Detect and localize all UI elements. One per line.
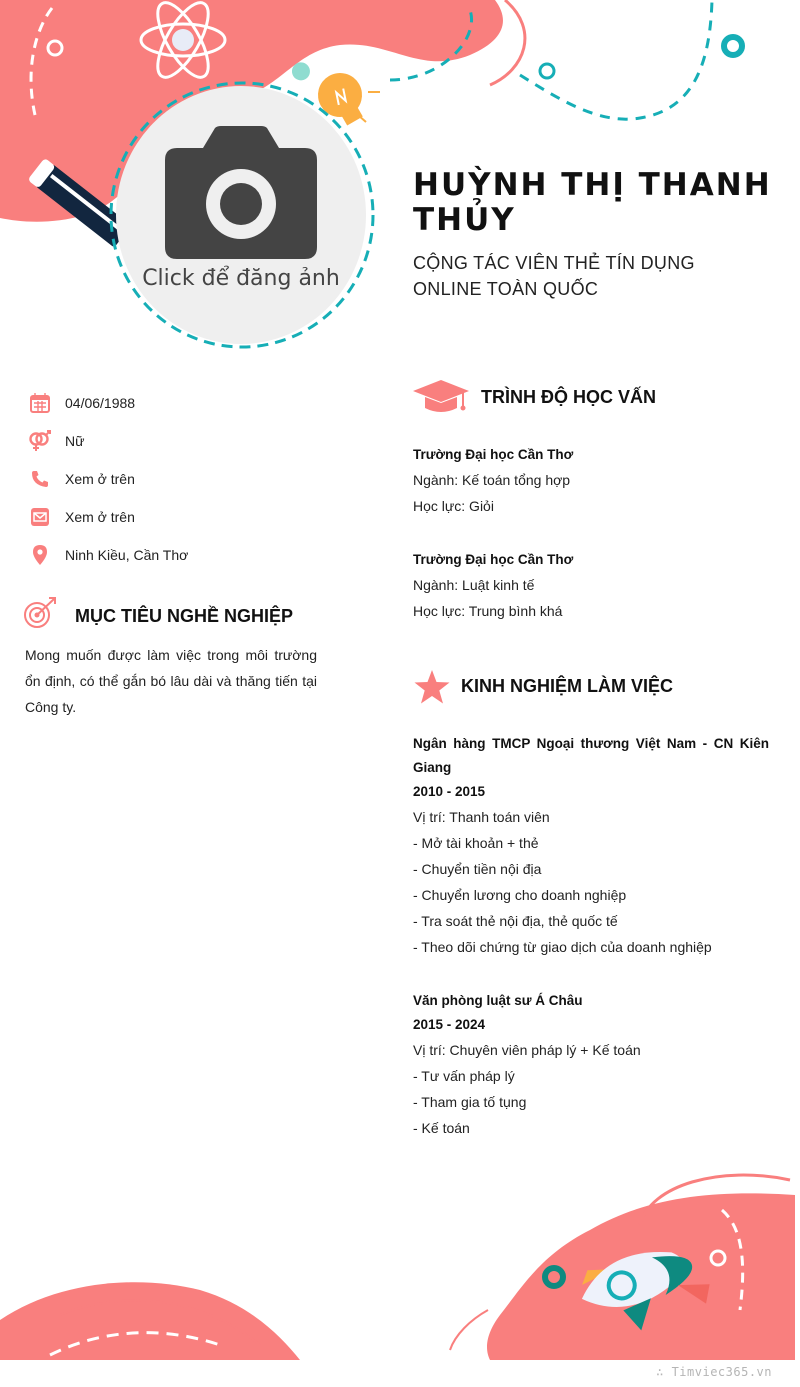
- education-heading: TRÌNH ĐỘ HỌC VẤN: [481, 387, 656, 407]
- camera-icon[interactable]: [165, 126, 317, 259]
- grade: Học lực: Trung bình khá: [413, 603, 563, 619]
- gender-icon: [28, 429, 52, 453]
- email-text: Xem ở trên: [65, 509, 135, 525]
- major: Ngành: Kế toán tổng hợp: [413, 472, 571, 488]
- contact-birthday: [28, 384, 358, 422]
- objective-heading: MỤC TIÊU NGHỀ NGHIỆP: [75, 606, 294, 626]
- star-icon: [414, 670, 450, 704]
- calendar-icon: [28, 391, 52, 415]
- contact-gender: [28, 422, 358, 460]
- job-task: - Tư vấn pháp lý: [413, 1068, 515, 1084]
- coral-blob-bottom-left: [0, 1282, 300, 1360]
- experience-list: [413, 732, 769, 1170]
- teal-ring-small: [540, 64, 554, 78]
- job-task: - Tham gia tố tụng: [413, 1094, 527, 1110]
- job-task: - Tra soát thẻ nội địa, thẻ quốc tế: [413, 913, 618, 929]
- contact-address: [28, 536, 358, 574]
- email-icon: [28, 505, 52, 529]
- gender-text: Nữ: [65, 433, 85, 449]
- contact-phone: [28, 460, 358, 498]
- experience-item: [413, 989, 769, 1141]
- school-name: Trường Đại học Cần Thơ: [413, 447, 574, 462]
- target-icon: [24, 596, 58, 630]
- education-item: [413, 548, 773, 624]
- graduation-cap-icon: [413, 380, 469, 414]
- company-name: Ngân hàng TMCP Ngoại thương Việt Nam - CN Kiên Giang: [413, 736, 769, 775]
- contact-list: [28, 384, 358, 574]
- location-pin-icon: [28, 543, 52, 567]
- birthday-text: 04/06/1988: [65, 395, 136, 411]
- phone-text: Xem ở trên: [65, 471, 135, 487]
- company-name: Văn phòng luật sư Á Châu: [413, 993, 583, 1008]
- experience-heading: KINH NGHIỆM LÀM VIỆC: [461, 676, 674, 696]
- job-title: CỘNG TÁC VIÊN THẺ TÍN DỤNG ONLINE TOÀN QUỐC: [413, 253, 695, 299]
- education-item: [413, 443, 773, 519]
- teal-ring-right: [724, 37, 742, 55]
- job-task: - Kế toán: [413, 1120, 470, 1136]
- upload-photo-caption[interactable]: Click để đăng ảnh: [142, 266, 340, 291]
- phone-icon: [28, 467, 52, 491]
- school-name: Trường Đại học Cần Thơ: [413, 552, 574, 567]
- job-period: 2010 - 2015: [413, 784, 486, 799]
- objective-text: Mong muốn được làm việc trong môi trường ổn định, có thể gắn bó lâu dài và thăng tiến tại Công ty.: [25, 647, 317, 715]
- footer-decoration: [0, 1150, 800, 1387]
- job-task: - Theo dõi chứng từ giao dịch của doanh nghiệp: [413, 939, 712, 955]
- job-period: 2015 - 2024: [413, 1017, 486, 1032]
- contact-email: [28, 498, 358, 536]
- job-task: - Mở tài khoản + thẻ: [413, 835, 539, 851]
- job-task: - Chuyển lương cho doanh nghiệp: [413, 887, 627, 903]
- grade: Học lực: Giỏi: [413, 498, 494, 514]
- major: Ngành: Luật kinh tế: [413, 577, 535, 593]
- job-task: - Chuyển tiền nội địa: [413, 861, 542, 877]
- address-text: Ninh Kiều, Cần Thơ: [65, 547, 189, 563]
- job-position: Vị trí: Thanh toán viên: [413, 809, 550, 825]
- job-position: Vị trí: Chuyên viên pháp lý + Kế toán: [413, 1042, 641, 1058]
- education-list: [413, 443, 773, 653]
- footer-brand: ∴ Timviec365.vn: [656, 1365, 772, 1379]
- experience-item: [413, 732, 769, 960]
- candidate-name: HUỲNH THỊ THANH THỦY: [413, 167, 772, 238]
